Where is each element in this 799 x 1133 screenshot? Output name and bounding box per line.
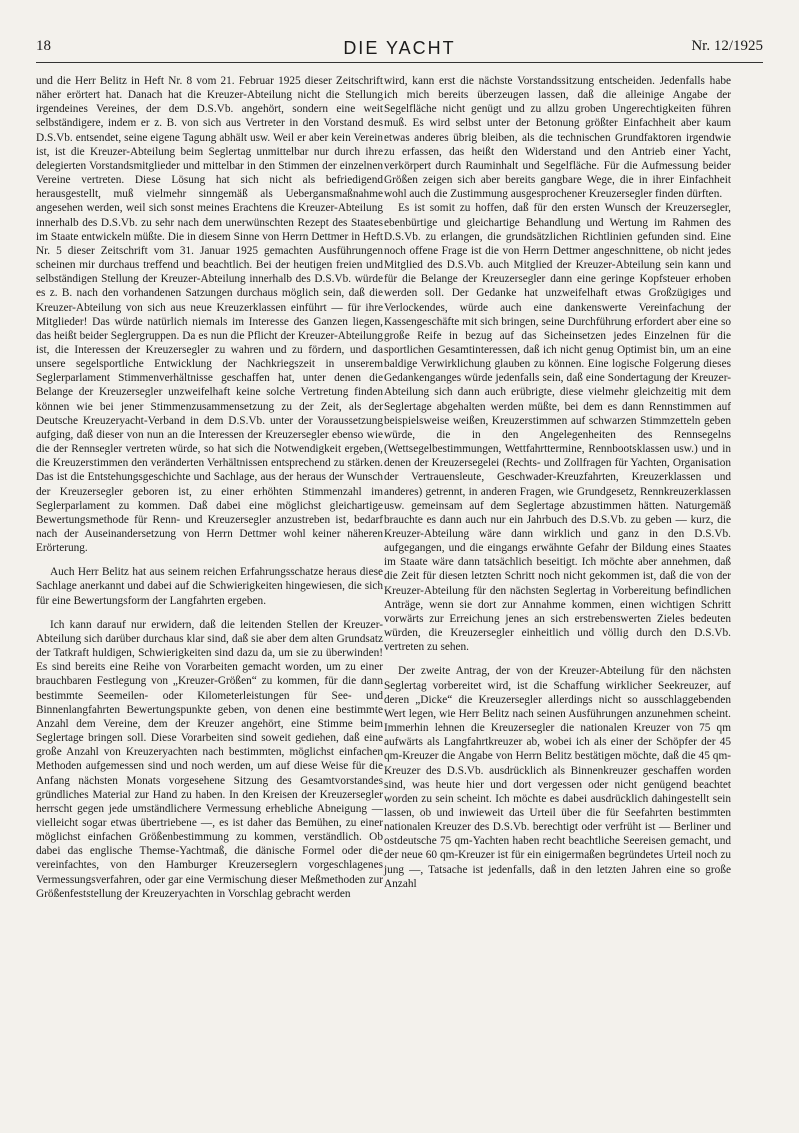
paragraph: Es ist somit zu hoffen, daß für den ersten Wunsch der Kreuzersegler, ebenbürtige und gleichartige Behandlung und Wertung im Rahmen des D.S.Vb. zu erlangen, die grundsätzlichen Richtlinien gefunden sind. Eine noch offene Frage ist die von Herrn Dettmer angeschnittene, ob nicht jedes Mitglied des D.S.Vb. auch Mitglied der Kreuzer-Abteilung sein kann und für die Belange der Kreuzersegler dann eine geringe Kopfsteuer erhoben werden soll. Der Gedanke hat unzweifelhaft etwas Großzügiges und Verlockendes, würde auch eine dankenswerte Vereinfachung der Kassengeschäfte mit sich bringen, seine Durchführung erfordert aber eine so große Reife in bezug auf das Sicheinsetzen jedes Einzelnen für die sportlichen Gesamtinteressen, daß ich nicht genug Optimist bin, um an eine baldige Verwirklichung glauben zu können. Eine logische Folgerung dieses Gedankenganges würde jedenfalls sein, daß eine Sondertagung der Kreuzer-Abteilung sich dann auch erübrigte, diese vielmehr gleichzeitig mit dem Seglertage abgehalten werden müßte, bei dem es dann Rennstimmen auf beispielsweise weißen, Kreuzerstimmen auf schwarzen Stimmzetteln geben würde, die in den Angelegenheiten des Rennsegelns (Wettsegelbestimmungen, Wettfahrttermine, Rennbootsklassen usw.) und in denen der Kreuzersegelei (Rechts- und Zollfragen für Yachten, Organisation der Vertrauensleute, Geschwader-Kreuzfahrten, Kreuzerklassen und anderes) getrennt, in anderen Fragen, wie Grundgesetz, Rennkreuzerklassen usw. gemeinsam auf dem Seglertage abzustimmen hätten. Naturgemäß brauchte es dann auch nur ein Jahrbuch des D.S.Vb. zu geben — kurz, die Kreuzer-Abteilung wäre dann wirklich und ganz in den D.S.Vb. aufgegangen, und die eingangs erwähnte Gefahr der Bildung eines Staates im Staate wäre dann tatsächlich beseitigt. Ich möchte aber annehmen, daß die Zeit für diesen letzten Schritt noch nicht gekommen ist, daß die von der Kreuzer-Abteilung für den nächsten Seglertag in Vorbereitung befindlichen Anträge, wenn sie dort zur Annahme kommen, einen wichtigen Schritt vorwärts zur Erreichung jenes an sich erstrebenswerten Zieles bedeuten würden, die Kreuzersegler einheitlich und völlig durch den D.S.Vb. vertreten zu sehen. <box>384 202 731 654</box>
paragraph: Ich kann darauf nur erwidern, daß die leitenden Stellen der Kreuzer-Abteilung sich darüber durchaus klar sind, daß sie aber dem alten Grundsatz der Tatkraft huldigen, Schwierigkeiten sind dazu da, um sie zu überwinden! Es sind bereits eine Reihe von Vorarbeiten gemacht worden, um zu einer brauchbaren Festlegung von „Kreuzer-Größen“ zu kommen, für die dann bestimmte Seemeilen- oder Kilometerleistungen für See- und Binnenlangfahrten Bewertungspunkte geben, von denen eine bestimmte Anzahl dem Vereine, dem der Kreuzer angehört, eine Stimme beim Seglertage bringen soll. Diese Vorarbeiten sind soweit gediehen, daß eine große Anzahl von Kreuzeryachten nach bestimmten, möglichst einfachen Methoden aufgemessen sind und noch werden, um auf diese Weise für die Anfang nächsten Monats vorgesehene Sitzung des Gesamtvorstandes gründliches Material zur Hand zu haben. In den Kreisen der Kreuzersegler herrscht gegen jede umständlichere Vermessung erhebliche Abneigung — vielleicht sogar etwas übertriebene —, es ist daher das Bemühen, zu einer möglichst einfachen Größenbestimmung zu kommen, verständlich. Ob dabei das englische Themse-Yachtmaß, die dänische Formel oder die vereinfachtes, von den Hamburger Kreuzerseglern vorgeschlagenes Vermessungsverfahren, oder gar eine Vermischung dieser Meßmethoden zur Größenfeststellung der Kreuzeryachten in Vorschlag gebracht werden <box>36 618 383 900</box>
left-column <box>36 74 383 901</box>
paragraph: Auch Herr Belitz hat aus seinem reichen Erfahrungsschatze heraus diese Sachlage anerkannt und dabei auf die Schwierigkeiten hingewiesen, die sich für eine Bewertungsform der Langfahrten ergeben. <box>36 566 383 607</box>
paragraph: und die Herr Belitz in Heft Nr. 8 vom 21. Februar 1925 dieser Zeitschrift näher erörtert hat. Danach hat die Kreuzer-Abteilung nicht die Stellung irgendeines Vereines, der dem D.S.Vb. angehört, sondern eine weit selbständigere, indem er z. B. von sich aus Vertreter in den Vorstand des D.S.Vb. entsendet, seine eigene Tagung abhält usw. Weil er aber kein Verein ist, ist die Kreuzer-Abteilung beim Seglertag unmittelbar nur durch ihre delegierten Vorstandsmitglieder und mittelbar in den Stimmen der einzelnen Vereine vertreten. Diese Lösung hat sich nicht als befriedigend herausgestellt, muß vielmehr sinngemäß als Uebergansmaßnahme angesehen werden, weil sich sonst meines Erachtens die Kreuzer-Abteilung innerhalb des D.S.Vb. zu sehr nach dem unerwünschten Rezept des Staates im Staate entwickeln müßte. Die in diesem Sinne von Herrn Dettmer in Heft Nr. 5 dieser Zeitschrift vom 31. Januar 1925 gemachten Ausführungen scheinen mir durchaus treffend und beachtlich. Bei der heutigen freien und selbständigen Stellung der Kreuzer-Abteilung innerhalb des D.S.Vb. würde es z. B. nach den vorhandenen Satzungen durchaus möglich sein, daß die Kreuzer-Abteilung von sich aus neue Kreuzerklassen einführt — für ihre Mitglieder! Das würde natürlich niemals im Interesse des Ganzen liegen, das heißt beider Seglergruppen. Da es nun die Pflicht der Kreuzer-Abteilung ist, die Interessen der Kreuzersegler zu wahren und zu fördern, und da unsere segelsportliche Entwicklung der Nachkriegszeit in unserem Seglerparlament Stimmenverhältnisse geschaffen hat, unter denen die Belange der Kreuzersegler unzweifelhaft keine solche Vertretung finden können wie bei jener Stimmenzusammensetzung zu der Zeit, als der Deutsche Kreuzeryacht-Verband in dem D.S.Vb. unter der Voraussetzung aufging, daß dieser von nun an die Interessen der Kreuzersegler ebenso wie die der Rennsegler vertreten würde, so hat sich die Notwendigkeit ergeben, die Kreuzerstimmen den veränderten Verhältnissen entsprechend zu stärken. Das ist die Entstehungsgeschichte und Sachlage, aus der heraus der Wunsch der Kreuzersegler geboren ist, zu einer erhöhten Stimmenzahl im Seglerparlament zu kommen. Daß dabei eine möglichst gleichartige Bewertungsmethode für Renn- und Kreuzersegler anzustreben ist, bedarf nach der Auseinandersetzung von Herrn Dettmer wohl keiner näheren Erörterung. <box>36 75 383 555</box>
page-number: 18 <box>36 38 51 54</box>
magazine-title: DIE YACHT <box>343 38 456 58</box>
page-header <box>36 38 763 60</box>
paragraph: Der zweite Antrag, der von der Kreuzer-Abteilung für den nächsten Seglertag vorbereitet wird, ist die Schaffung wirklicher Seekreuzer, auf deren „Dicke“ die Kreuzersegler allerdings nicht so ausschlaggebenden Wert legen, wie Herr Belitz nach seinen Ausführungen anzunehmen scheint. Immerhin lehnen die Kreuzersegler die nationalen Kreuzer von 75 qm aufwärts als Langfahrtkreuzer ab, wobei ich als einer der Schöpfer der 45 qm-Kreuzer die Angabe von Herrn Belitz bestätigen möchte, daß die 45 qm-Kreuzer des D.S.Vb. ausdrücklich als Binnenkreuzer geschaffen worden sind, was heute hier und dort vergessen oder nicht genügend beachtet worden zu sein scheint. Ich möchte es dabei ausdrücklich dahingestellt sein lassen, ob und inwieweit das Urteil über die für Seefahrten bestimmten nationalen Kreuzer des D.S.Vb. berechtigt oder verfrüht ist — Berliner und ostdeutsche 75 qm-Yachten haben recht beachtliche Seereisen gemacht, und der neue 60 qm-Kreuzer ist für ein einigermaßen begründetes Urteil noch zu jung —, Tatsache ist jedenfalls, daß in den letzten Jahren eine so große Anzahl <box>384 665 731 890</box>
header-rule <box>36 62 763 63</box>
right-column <box>384 74 731 891</box>
issue-number: Nr. 12/1925 <box>691 38 763 54</box>
paragraph: wird, kann erst die nächste Vorstandssitzung entscheiden. Jedenfalls habe ich mich bereits überzeugen lassen, daß die alleinige Angabe der Segelfläche nicht genügt und zu allzu groben Ungerechtigkeiten führen muß. Es wird selbst unter der Betonung größter Einfachheit aber kaum etwas anderes übrig bleiben, als die technischen Grundfaktoren irgendwie zu erfassen, das heißt den Widerstand und den Antrieb einer Yacht, verkörpert durch Rauminhalt und Segelfläche. Für die Aufmessung beider Größen zeigen sich aber bereits gangbare Wege, die in ihrer Einfachheit wohl auch die Zustimmung ausgesprochener Kreuzersegler finden dürften. <box>384 75 731 201</box>
